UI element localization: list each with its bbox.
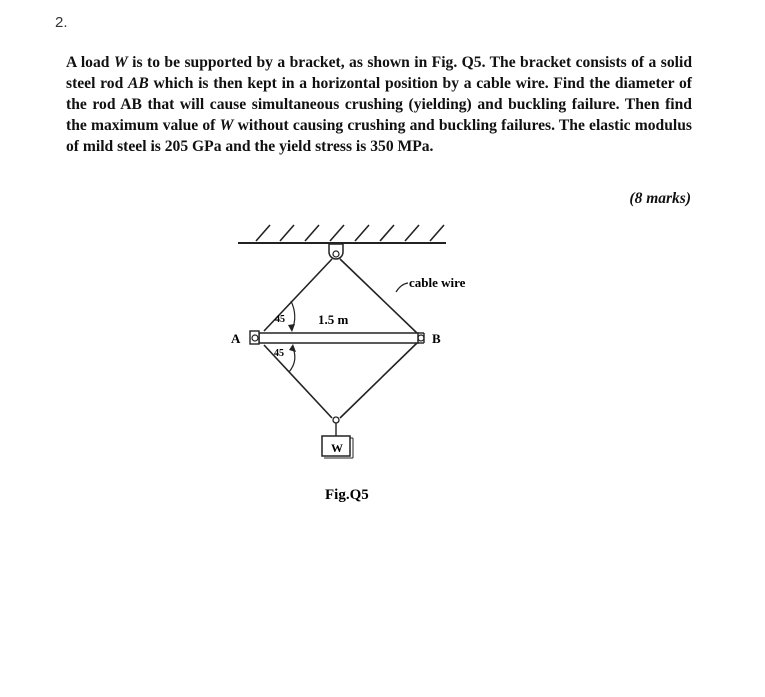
- length-label: 1.5 m: [318, 312, 349, 327]
- angle-arrow-upper: [288, 324, 295, 332]
- cable-label: cable wire: [409, 275, 466, 290]
- question-line-5: failures. The elastic modulus of mild steel is 205 GPa and the yield stress is 350 MPa.: [66, 117, 692, 155]
- marks-label: (8 marks): [629, 190, 691, 207]
- angle-label-lower: 45: [274, 348, 284, 359]
- load-label: W: [331, 441, 343, 455]
- question-line-3: diameter of the rod AB that will cause simultaneous crushing (yielding) and buckling: [66, 75, 692, 113]
- point-b-label: B: [432, 331, 441, 346]
- ceiling-hatching: [256, 225, 444, 241]
- question-number: 2.: [55, 14, 68, 31]
- rod-ab: [259, 333, 418, 343]
- question-line-2: solid steel rod AB which is then kept in a horizontal position by a cable wire. Find the: [66, 54, 692, 92]
- bottom-pin: [333, 417, 339, 423]
- point-a-label: A: [231, 331, 241, 346]
- cable-label-leader: [396, 283, 408, 292]
- question-line-4: failure. Then find the maximum value of W without causing crushing and buckling: [66, 96, 692, 134]
- angle-label-upper: 45: [275, 314, 285, 325]
- figure-caption: Fig.Q5: [325, 487, 369, 503]
- angle-arrow-lower: [289, 344, 296, 352]
- joint-b-pin: [418, 335, 424, 341]
- question-line-1: A load W is to be supported by a bracket, as shown in Fig. Q5. The bracket consists of a: [66, 54, 657, 71]
